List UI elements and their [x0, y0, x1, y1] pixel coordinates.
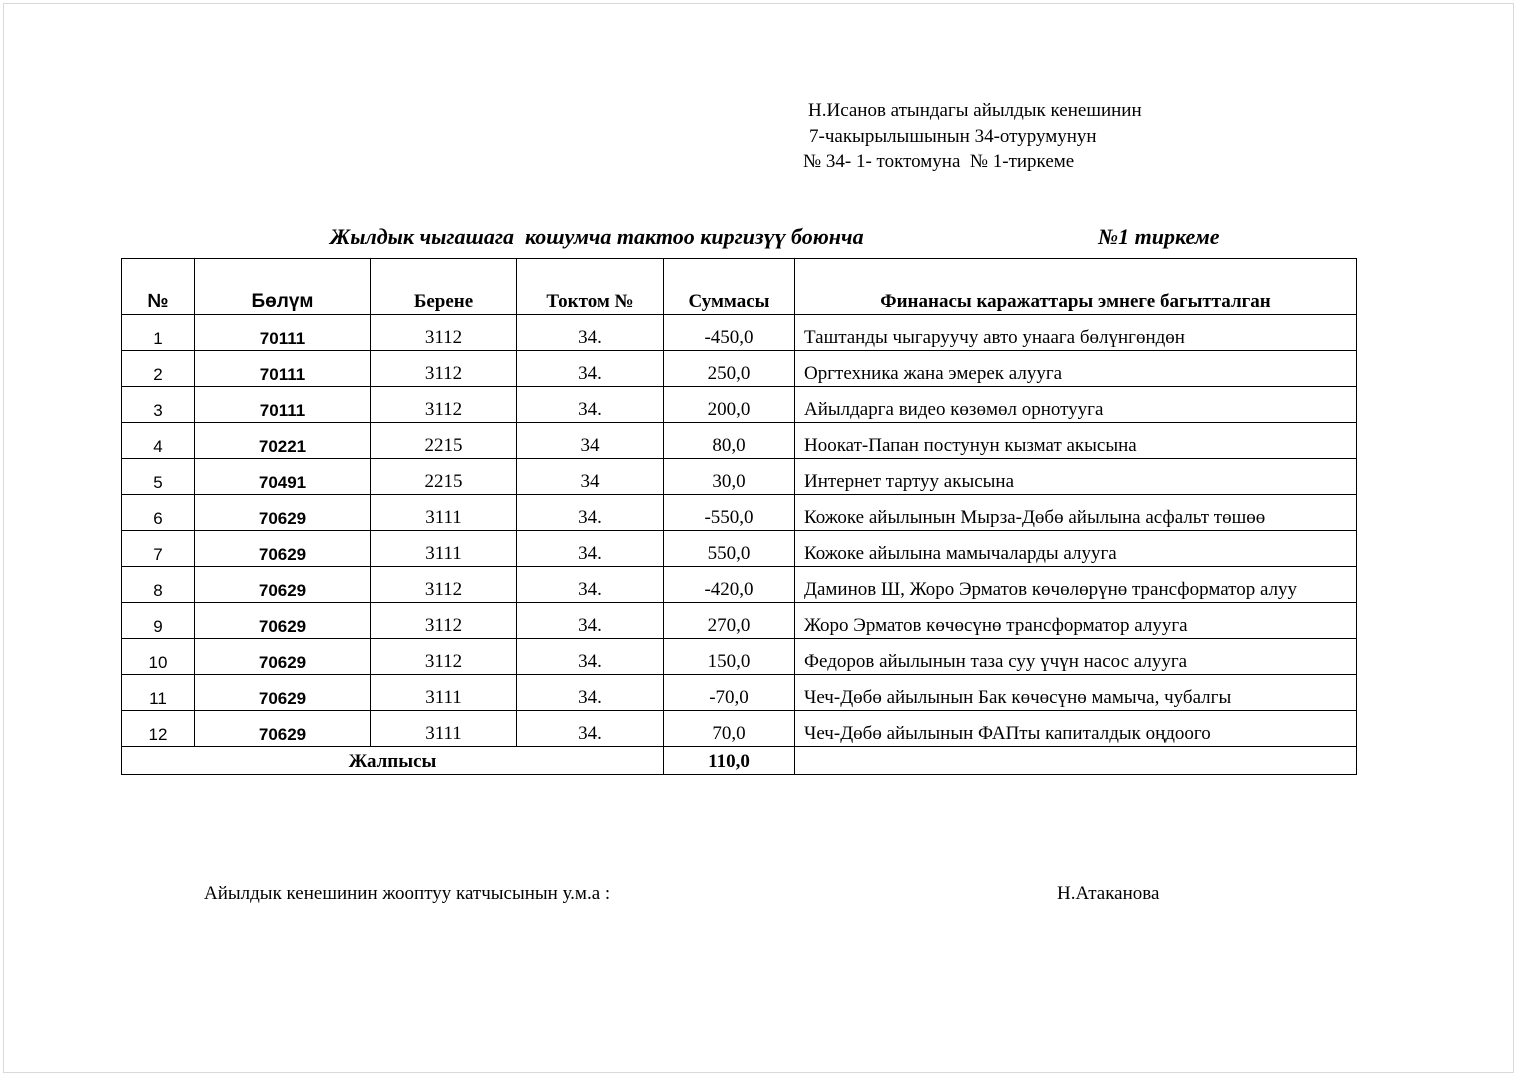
header-line-1: Н.Исанов атындагы айылдык кенешинин — [808, 100, 1142, 121]
total-label: Жалпысы — [122, 747, 664, 775]
cell-sum: -450,0 — [664, 315, 795, 351]
cell-bolum: 70491 — [195, 459, 371, 495]
table-row — [122, 711, 1357, 747]
cell-toktom: 34. — [517, 711, 664, 747]
cell-sum: 270,0 — [664, 603, 795, 639]
table-row — [122, 675, 1357, 711]
cell-sum: 250,0 — [664, 351, 795, 387]
cell-no: 10 — [122, 639, 195, 675]
col-header-bolum: Бөлүм — [195, 259, 371, 315]
signature-name: Н.Атаканова — [1057, 883, 1160, 904]
cell-sum: -70,0 — [664, 675, 795, 711]
cell-no: 4 — [122, 423, 195, 459]
cell-sum: 70,0 — [664, 711, 795, 747]
cell-bolum: 70629 — [195, 639, 371, 675]
cell-description: Федоров айылынын таза суу үчүн насос алууга — [795, 639, 1357, 675]
cell-toktom: 34. — [517, 495, 664, 531]
cell-no: 9 — [122, 603, 195, 639]
table-row — [122, 603, 1357, 639]
table-row — [122, 315, 1357, 351]
table-row — [122, 387, 1357, 423]
header-line-3: № 34- 1- токтомуна № 1-тиркеме — [803, 151, 1075, 172]
cell-description: Кожоке айылына мамычаларды алууга — [795, 531, 1357, 567]
cell-sum: 150,0 — [664, 639, 795, 675]
cell-bolum: 70629 — [195, 675, 371, 711]
cell-description: Кожоке айылынын Мырза-Дөбө айылына асфальт төшөө — [795, 495, 1357, 531]
cell-sum: -420,0 — [664, 567, 795, 603]
cell-description: Чеч-Дөбө айылынын ФАПты капиталдык оңдоого — [795, 711, 1357, 747]
cell-berene: 3112 — [371, 639, 517, 675]
cell-toktom: 34. — [517, 603, 664, 639]
col-header-sum: Суммасы — [664, 259, 795, 315]
cell-toktom: 34. — [517, 675, 664, 711]
cell-berene: 3112 — [371, 387, 517, 423]
cell-toktom: 34. — [517, 639, 664, 675]
total-value: 110,0 — [664, 747, 795, 775]
budget-table — [121, 258, 1357, 775]
cell-toktom: 34 — [517, 423, 664, 459]
cell-bolum: 70629 — [195, 567, 371, 603]
cell-sum: 80,0 — [664, 423, 795, 459]
cell-no: 5 — [122, 459, 195, 495]
total-empty-cell — [795, 747, 1357, 775]
cell-description: Ноокат-Папан постунун кызмат акысына — [795, 423, 1357, 459]
table-row — [122, 639, 1357, 675]
cell-berene: 3111 — [371, 711, 517, 747]
cell-no: 11 — [122, 675, 195, 711]
cell-berene: 3111 — [371, 675, 517, 711]
cell-berene: 2215 — [371, 459, 517, 495]
cell-no: 6 — [122, 495, 195, 531]
cell-toktom: 34. — [517, 387, 664, 423]
table-row — [122, 423, 1357, 459]
table-header-row — [122, 259, 1357, 315]
cell-description: Чеч-Дөбө айылынын Бак көчөсүнө мамыча, чубалгы — [795, 675, 1357, 711]
total-row — [122, 747, 1357, 775]
cell-toktom: 34. — [517, 567, 664, 603]
table-row — [122, 351, 1357, 387]
cell-toktom: 34. — [517, 531, 664, 567]
cell-sum: 30,0 — [664, 459, 795, 495]
cell-bolum: 70629 — [195, 603, 371, 639]
signature-label: Айылдык кенешинин жооптуу катчысынын у.м.а : — [204, 883, 611, 904]
table-body — [122, 315, 1357, 747]
cell-sum: 550,0 — [664, 531, 795, 567]
col-header-description: Финанасы каражаттары эмнеге багытталган — [795, 259, 1357, 315]
cell-bolum: 70111 — [195, 387, 371, 423]
cell-toktom: 34. — [517, 315, 664, 351]
cell-berene: 3112 — [371, 315, 517, 351]
col-header-toktom: Токтом № — [517, 259, 664, 315]
cell-berene: 3111 — [371, 531, 517, 567]
cell-bolum: 70629 — [195, 531, 371, 567]
col-header-berene: Берене — [371, 259, 517, 315]
cell-description: Айылдарга видео көзөмөл орнотууга — [795, 387, 1357, 423]
table-row — [122, 531, 1357, 567]
col-header-no: № — [122, 259, 195, 315]
cell-bolum: 70629 — [195, 711, 371, 747]
cell-bolum: 70111 — [195, 351, 371, 387]
cell-description: Таштанды чыгаруучу авто унаага бөлүнгөндөн — [795, 315, 1357, 351]
cell-bolum: 70111 — [195, 315, 371, 351]
cell-berene: 2215 — [371, 423, 517, 459]
cell-bolum: 70629 — [195, 495, 371, 531]
cell-sum: 200,0 — [664, 387, 795, 423]
cell-toktom: 34. — [517, 351, 664, 387]
cell-no: 8 — [122, 567, 195, 603]
table-row — [122, 567, 1357, 603]
cell-berene: 3111 — [371, 495, 517, 531]
cell-berene: 3112 — [371, 567, 517, 603]
cell-berene: 3112 — [371, 351, 517, 387]
cell-description: Интернет тартуу акысына — [795, 459, 1357, 495]
cell-no: 1 — [122, 315, 195, 351]
document-title: Жылдык чыгашага кошумча тактоо киргизүү боюнча — [330, 224, 864, 249]
header-block — [803, 98, 1142, 175]
cell-sum: -550,0 — [664, 495, 795, 531]
cell-no: 7 — [122, 531, 195, 567]
cell-no: 2 — [122, 351, 195, 387]
cell-description: Даминов Ш, Жоро Эрматов көчөлөрүнө трансформатор алуу — [795, 567, 1357, 603]
cell-no: 3 — [122, 387, 195, 423]
table-row — [122, 459, 1357, 495]
header-line-2: 7-чакырылышынын 34-отурумунун — [809, 125, 1097, 147]
cell-toktom: 34 — [517, 459, 664, 495]
table-row — [122, 495, 1357, 531]
annex-label: №1 тиркеме — [1098, 224, 1220, 249]
cell-bolum: 70221 — [195, 423, 371, 459]
cell-description: Оргтехника жана эмерек алууга — [795, 351, 1357, 387]
cell-berene: 3112 — [371, 603, 517, 639]
cell-description: Жоро Эрматов көчөсүнө трансформатор алууга — [795, 603, 1357, 639]
cell-no: 12 — [122, 711, 195, 747]
